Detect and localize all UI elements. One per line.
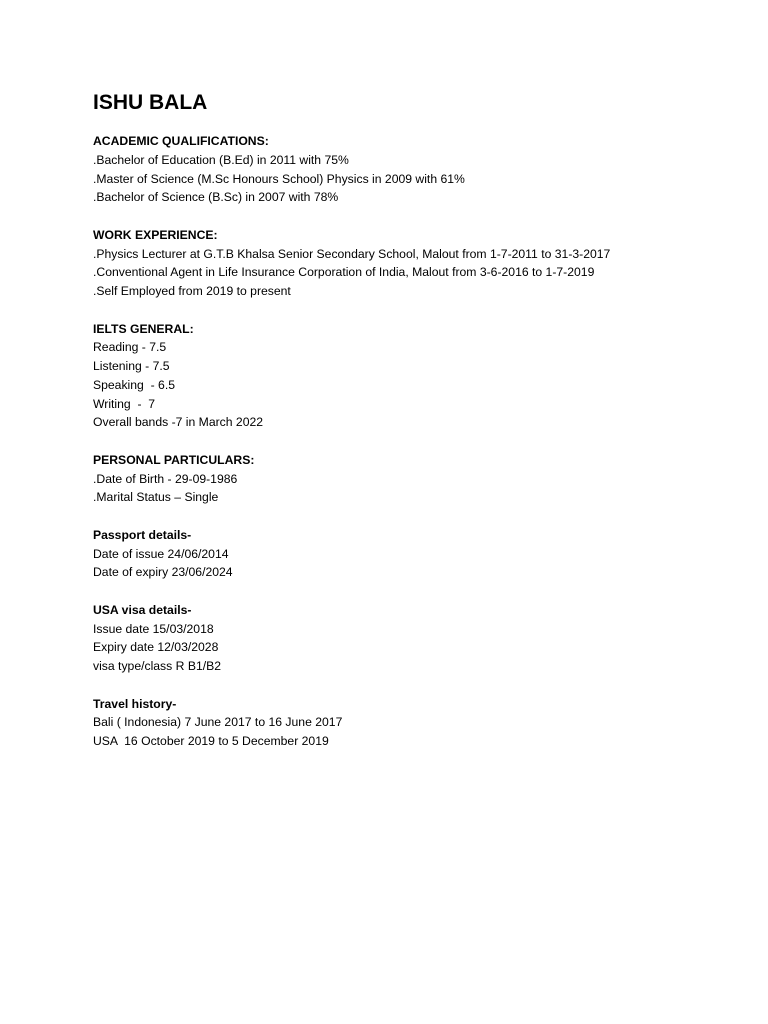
section-personal-particulars — [93, 451, 733, 507]
qualification-line: .Bachelor of Science (B.Sc) in 2007 with 78% — [93, 190, 339, 205]
ielts-score-line: Speaking - 6.5 — [93, 377, 175, 392]
passport-detail-line: Date of issue 24/06/2014 — [93, 546, 229, 561]
section-heading: USA visa details- — [93, 602, 192, 617]
experience-line: .Self Employed from 2019 to present — [93, 284, 291, 298]
section-travel-history — [93, 695, 733, 751]
section-work-experience — [93, 226, 733, 301]
ielts-score-line: Writing - 7 — [93, 396, 156, 411]
section-heading: ACADEMIC QUALIFICATIONS: — [93, 134, 269, 148]
ielts-score-line: Listening - 7.5 — [93, 359, 170, 373]
travel-line: Bali ( Indonesia) 7 June 2017 to 16 June 2017 — [93, 715, 343, 730]
visa-detail-line: Expiry date 12/03/2028 — [93, 640, 219, 655]
travel-line: USA 16 October 2019 to 5 December 2019 — [93, 734, 329, 748]
experience-line: .Conventional Agent in Life Insurance Corporation of India, Malout from 3-6-2016 to 1-7-2019 — [93, 265, 595, 280]
ielts-score-line: Overall bands -7 in March 2022 — [93, 415, 264, 430]
qualification-line: .Bachelor of Education (B.Ed) in 2011 with 75% — [93, 152, 349, 167]
visa-detail-line: Issue date 15/03/2018 — [93, 621, 214, 636]
personal-detail-line: .Date of Birth - 29-09-1986 — [93, 471, 238, 486]
experience-line: .Physics Lecturer at G.T.B Khalsa Senior Secondary School, Malout from 1-7-2011 to 31-3-2017 — [93, 246, 611, 261]
resume-name: ISHU BALA — [93, 91, 208, 114]
visa-detail-line: visa type/class R B1/B2 — [93, 659, 222, 673]
section-heading: PERSONAL PARTICULARS: — [93, 452, 255, 467]
section-heading: IELTS GENERAL: — [93, 321, 194, 336]
personal-detail-line: .Marital Status – Single — [93, 490, 219, 505]
resume-body — [93, 132, 733, 751]
section-heading: WORK EXPERIENCE: — [93, 227, 218, 242]
section-passport-details — [93, 526, 733, 582]
section-ielts-general — [93, 320, 733, 433]
section-heading: Travel history- — [93, 696, 177, 711]
section-usa-visa-details — [93, 601, 733, 676]
passport-detail-line: Date of expiry 23/06/2024 — [93, 565, 233, 580]
section-academic-qualifications — [93, 132, 733, 207]
qualification-line: .Master of Science (M.Sc Honours School) Physics in 2009 with 61% — [93, 171, 465, 186]
section-heading: Passport details- — [93, 527, 192, 542]
ielts-score-line: Reading - 7.5 — [93, 340, 167, 355]
